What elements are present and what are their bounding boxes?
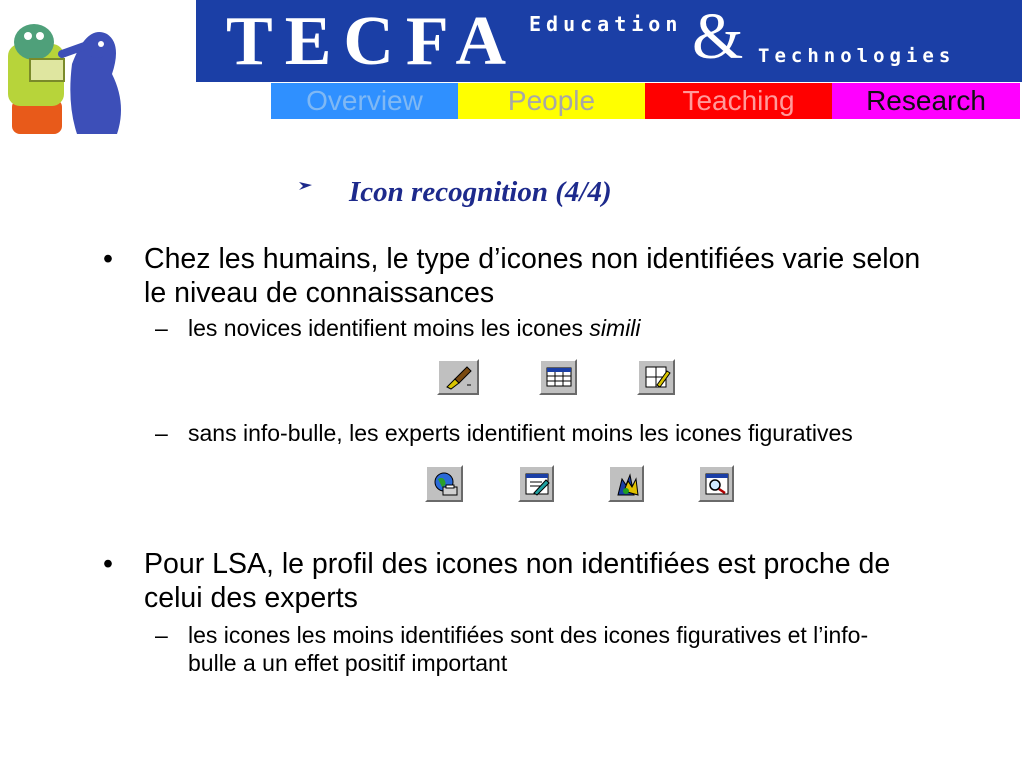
grid-pencil-icon[interactable]: [637, 359, 675, 395]
nav-teaching[interactable]: Teaching: [645, 83, 832, 119]
banner-title: TECFA: [226, 3, 519, 80]
nav-overview[interactable]: Overview: [271, 83, 458, 119]
banner-ampersand: &: [692, 0, 744, 73]
window-pencil-icon[interactable]: [518, 465, 554, 502]
search-window-icon[interactable]: [698, 465, 734, 502]
main-nav: [271, 82, 1020, 120]
table-icon[interactable]: [539, 359, 577, 395]
slide-title: Icon recognition (4/4): [349, 176, 612, 208]
people-icon[interactable]: [608, 465, 644, 502]
sub-bullet-text: sans info-bulle, les experts identifient moins les icones figuratives: [188, 420, 853, 446]
paintbrush-icon[interactable]: [437, 359, 479, 395]
bullet-dot: •: [103, 243, 113, 275]
bullet-text: Chez les humains, le type d’icones non identifiées varie selon le niveau de connaissances: [144, 243, 921, 309]
banner-technologies: Technologies: [758, 45, 956, 67]
nav-research[interactable]: Research: [832, 83, 1020, 119]
sub-bullet-text: les icones les moins identifiées sont des icones figuratives et l’info-bulle a un effet positif important: [188, 622, 869, 676]
tecfa-mascot-logo: [2, 4, 142, 144]
sub-bullet-text-main: les novices identifient moins les icones: [188, 315, 590, 341]
bullet-dot: •: [103, 548, 113, 580]
banner-education: Education: [529, 12, 683, 36]
sub-bullet-dash: –: [155, 420, 168, 446]
sub-bullet-emphasis: simili: [589, 315, 641, 341]
sub-bullet-dash: –: [155, 622, 168, 648]
nav-people[interactable]: People: [458, 83, 645, 119]
sub-bullet-text: [188, 314, 908, 342]
globe-printer-icon[interactable]: [425, 465, 463, 502]
arrow-bullet-icon: [298, 178, 318, 194]
bullet-text: Pour LSA, le profil des icones non identifiées est proche de celui des experts: [144, 548, 891, 614]
tecfa-banner: [196, 0, 1022, 82]
sub-bullet-dash: –: [155, 315, 168, 341]
